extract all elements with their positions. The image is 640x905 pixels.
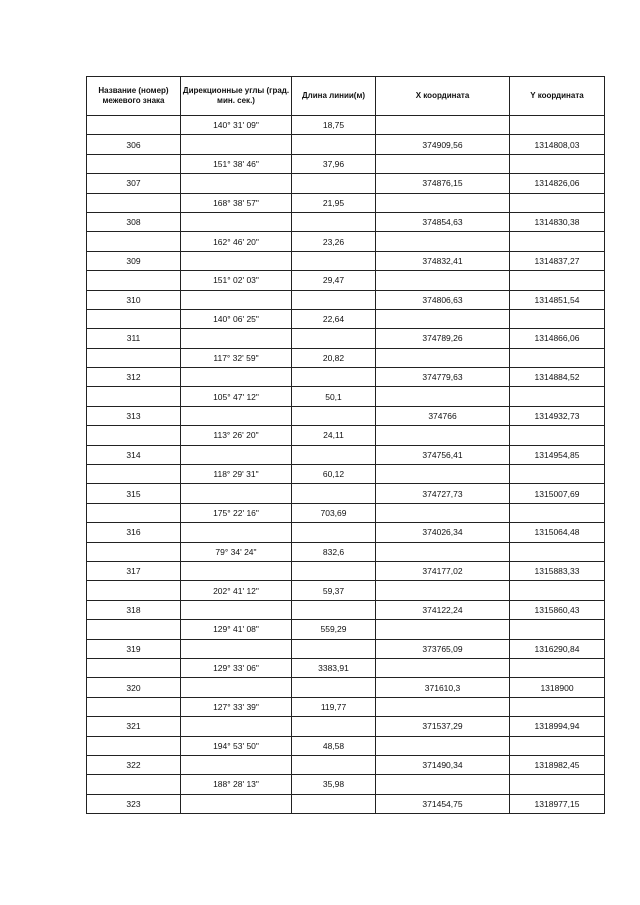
point-number-cell: 312 <box>87 368 181 387</box>
empty-cell <box>87 271 181 290</box>
segment-row <box>87 387 605 406</box>
header-length: Длина линии(м) <box>292 77 376 116</box>
segment-row <box>87 465 605 484</box>
empty-cell <box>181 484 292 503</box>
angle-cell: 129° 33' 06" <box>181 658 292 677</box>
point-row <box>87 600 605 619</box>
angle-cell: 127° 33' 39" <box>181 697 292 716</box>
y-coordinate-cell: 1318994,94 <box>510 717 605 736</box>
point-row <box>87 794 605 813</box>
point-row <box>87 445 605 464</box>
x-coordinate-cell: 374909,56 <box>376 135 510 154</box>
segment-row <box>87 271 605 290</box>
point-row <box>87 561 605 580</box>
header-name: Название (номер) межевого знака <box>87 77 181 116</box>
segment-row <box>87 581 605 600</box>
length-cell: 20,82 <box>292 348 376 367</box>
y-coordinate-cell: 1315860,43 <box>510 600 605 619</box>
point-row <box>87 484 605 503</box>
header-angle: Дирекционные углы (град. мин. сек.) <box>181 77 292 116</box>
angle-cell: 194° 53' 50" <box>181 736 292 755</box>
empty-cell <box>292 794 376 813</box>
empty-cell <box>510 503 605 522</box>
x-coordinate-cell: 373765,09 <box>376 639 510 658</box>
point-number-cell: 320 <box>87 678 181 697</box>
empty-cell <box>292 174 376 193</box>
empty-cell <box>510 658 605 677</box>
empty-cell <box>376 348 510 367</box>
length-cell: 60,12 <box>292 465 376 484</box>
empty-cell <box>292 600 376 619</box>
segment-row <box>87 309 605 328</box>
empty-cell <box>510 232 605 251</box>
empty-cell <box>510 542 605 561</box>
empty-cell <box>510 697 605 716</box>
y-coordinate-cell: 1314808,03 <box>510 135 605 154</box>
point-row <box>87 406 605 425</box>
empty-cell <box>87 697 181 716</box>
x-coordinate-cell: 374789,26 <box>376 329 510 348</box>
empty-cell <box>87 348 181 367</box>
empty-cell <box>292 135 376 154</box>
empty-cell <box>87 775 181 794</box>
angle-cell: 113° 26' 20" <box>181 426 292 445</box>
empty-cell <box>181 368 292 387</box>
point-row <box>87 717 605 736</box>
empty-cell <box>376 736 510 755</box>
segment-row <box>87 232 605 251</box>
point-number-cell: 311 <box>87 329 181 348</box>
length-cell: 24,11 <box>292 426 376 445</box>
segment-row <box>87 348 605 367</box>
x-coordinate-cell: 374806,63 <box>376 290 510 309</box>
y-coordinate-cell: 1318982,45 <box>510 755 605 774</box>
empty-cell <box>87 658 181 677</box>
empty-cell <box>376 387 510 406</box>
empty-cell <box>376 116 510 135</box>
segment-row <box>87 116 605 135</box>
empty-cell <box>87 387 181 406</box>
empty-cell <box>292 445 376 464</box>
point-number-cell: 313 <box>87 406 181 425</box>
point-number-cell: 323 <box>87 794 181 813</box>
length-cell: 559,29 <box>292 620 376 639</box>
empty-cell <box>376 271 510 290</box>
empty-cell <box>510 620 605 639</box>
point-number-cell: 316 <box>87 523 181 542</box>
empty-cell <box>87 116 181 135</box>
angle-cell: 140° 31' 09" <box>181 116 292 135</box>
empty-cell <box>292 406 376 425</box>
empty-cell <box>510 736 605 755</box>
empty-cell <box>292 678 376 697</box>
point-number-cell: 307 <box>87 174 181 193</box>
y-coordinate-cell: 1314826,06 <box>510 174 605 193</box>
empty-cell <box>87 503 181 522</box>
point-number-cell: 321 <box>87 717 181 736</box>
empty-cell <box>181 755 292 774</box>
empty-cell <box>376 232 510 251</box>
angle-cell: 79° 34' 24" <box>181 542 292 561</box>
angle-cell: 175° 22' 16" <box>181 503 292 522</box>
empty-cell <box>87 193 181 212</box>
empty-cell <box>181 445 292 464</box>
point-number-cell: 314 <box>87 445 181 464</box>
angle-cell: 151° 02' 03" <box>181 271 292 290</box>
segment-row <box>87 697 605 716</box>
empty-cell <box>510 775 605 794</box>
angle-cell: 140° 06' 25" <box>181 309 292 328</box>
empty-cell <box>87 154 181 173</box>
x-coordinate-cell: 371454,75 <box>376 794 510 813</box>
angle-cell: 168° 38' 57" <box>181 193 292 212</box>
empty-cell <box>510 193 605 212</box>
y-coordinate-cell: 1314932,73 <box>510 406 605 425</box>
length-cell: 18,75 <box>292 116 376 135</box>
point-row <box>87 174 605 193</box>
point-number-cell: 308 <box>87 212 181 231</box>
empty-cell <box>181 523 292 542</box>
segment-row <box>87 542 605 561</box>
length-cell: 21,95 <box>292 193 376 212</box>
empty-cell <box>292 484 376 503</box>
empty-cell <box>292 717 376 736</box>
empty-cell <box>181 561 292 580</box>
empty-cell <box>87 620 181 639</box>
empty-cell <box>376 542 510 561</box>
angle-cell: 162° 46' 20" <box>181 232 292 251</box>
empty-cell <box>292 561 376 580</box>
empty-cell <box>87 426 181 445</box>
point-row <box>87 639 605 658</box>
segment-row <box>87 154 605 173</box>
angle-cell: 118° 29' 31" <box>181 465 292 484</box>
segment-row <box>87 736 605 755</box>
segment-row <box>87 658 605 677</box>
angle-cell: 202° 41' 12" <box>181 581 292 600</box>
empty-cell <box>510 116 605 135</box>
empty-cell <box>87 736 181 755</box>
x-coordinate-cell: 374779,63 <box>376 368 510 387</box>
y-coordinate-cell: 1314954,85 <box>510 445 605 464</box>
empty-cell <box>376 465 510 484</box>
segment-row <box>87 193 605 212</box>
length-cell: 48,58 <box>292 736 376 755</box>
empty-cell <box>510 348 605 367</box>
x-coordinate-cell: 371610,3 <box>376 678 510 697</box>
empty-cell <box>87 581 181 600</box>
empty-cell <box>292 639 376 658</box>
x-coordinate-cell: 371537,29 <box>376 717 510 736</box>
angle-cell: 129° 41' 08" <box>181 620 292 639</box>
y-coordinate-cell: 1314830,38 <box>510 212 605 231</box>
angle-cell: 117° 32' 59" <box>181 348 292 367</box>
point-number-cell: 319 <box>87 639 181 658</box>
empty-cell <box>292 290 376 309</box>
point-row <box>87 251 605 270</box>
point-row <box>87 523 605 542</box>
empty-cell <box>181 212 292 231</box>
x-coordinate-cell: 374756,41 <box>376 445 510 464</box>
empty-cell <box>181 174 292 193</box>
empty-cell <box>87 465 181 484</box>
point-number-cell: 315 <box>87 484 181 503</box>
y-coordinate-cell: 1314866,06 <box>510 329 605 348</box>
empty-cell <box>510 581 605 600</box>
x-coordinate-cell: 374122,24 <box>376 600 510 619</box>
empty-cell <box>181 717 292 736</box>
length-cell: 119,77 <box>292 697 376 716</box>
empty-cell <box>376 775 510 794</box>
table-body <box>87 116 605 814</box>
empty-cell <box>376 658 510 677</box>
segment-row <box>87 620 605 639</box>
point-number-cell: 322 <box>87 755 181 774</box>
y-coordinate-cell: 1315007,69 <box>510 484 605 503</box>
empty-cell <box>181 639 292 658</box>
angle-cell: 188° 28' 13" <box>181 775 292 794</box>
y-coordinate-cell: 1315883,33 <box>510 561 605 580</box>
empty-cell <box>376 154 510 173</box>
segment-row <box>87 775 605 794</box>
length-cell: 832,6 <box>292 542 376 561</box>
empty-cell <box>510 309 605 328</box>
coordinates-table <box>86 76 605 814</box>
empty-cell <box>376 503 510 522</box>
empty-cell <box>376 581 510 600</box>
empty-cell <box>510 387 605 406</box>
point-row <box>87 368 605 387</box>
y-coordinate-cell: 1314837,27 <box>510 251 605 270</box>
empty-cell <box>376 193 510 212</box>
point-row <box>87 290 605 309</box>
x-coordinate-cell: 374832,41 <box>376 251 510 270</box>
length-cell: 3383,91 <box>292 658 376 677</box>
empty-cell <box>376 620 510 639</box>
header-x: X координата <box>376 77 510 116</box>
x-coordinate-cell: 374727,73 <box>376 484 510 503</box>
point-row <box>87 135 605 154</box>
point-row <box>87 678 605 697</box>
y-coordinate-cell: 1316290,84 <box>510 639 605 658</box>
empty-cell <box>510 465 605 484</box>
empty-cell <box>181 251 292 270</box>
y-coordinate-cell: 1314884,52 <box>510 368 605 387</box>
empty-cell <box>292 755 376 774</box>
point-row <box>87 329 605 348</box>
empty-cell <box>181 794 292 813</box>
point-row <box>87 212 605 231</box>
y-coordinate-cell: 1314851,54 <box>510 290 605 309</box>
empty-cell <box>376 309 510 328</box>
header-y: Y координата <box>510 77 605 116</box>
length-cell: 703,69 <box>292 503 376 522</box>
x-coordinate-cell: 374854,63 <box>376 212 510 231</box>
point-number-cell: 310 <box>87 290 181 309</box>
angle-cell: 151° 38' 46" <box>181 154 292 173</box>
segment-row <box>87 426 605 445</box>
x-coordinate-cell: 374876,15 <box>376 174 510 193</box>
length-cell: 37,96 <box>292 154 376 173</box>
empty-cell <box>510 271 605 290</box>
segment-row <box>87 503 605 522</box>
empty-cell <box>181 329 292 348</box>
point-number-cell: 306 <box>87 135 181 154</box>
empty-cell <box>292 329 376 348</box>
length-cell: 35,98 <box>292 775 376 794</box>
empty-cell <box>87 232 181 251</box>
header-row <box>87 77 605 116</box>
empty-cell <box>181 600 292 619</box>
empty-cell <box>181 135 292 154</box>
empty-cell <box>292 251 376 270</box>
x-coordinate-cell: 374026,34 <box>376 523 510 542</box>
empty-cell <box>510 426 605 445</box>
x-coordinate-cell: 374177,02 <box>376 561 510 580</box>
point-number-cell: 317 <box>87 561 181 580</box>
empty-cell <box>181 290 292 309</box>
angle-cell: 105° 47' 12" <box>181 387 292 406</box>
y-coordinate-cell: 1315064,48 <box>510 523 605 542</box>
length-cell: 50,1 <box>292 387 376 406</box>
length-cell: 23,26 <box>292 232 376 251</box>
point-number-cell: 309 <box>87 251 181 270</box>
y-coordinate-cell: 1318977,15 <box>510 794 605 813</box>
empty-cell <box>510 154 605 173</box>
y-coordinate-cell: 1318900 <box>510 678 605 697</box>
length-cell: 29,47 <box>292 271 376 290</box>
empty-cell <box>376 697 510 716</box>
point-number-cell: 318 <box>87 600 181 619</box>
x-coordinate-cell: 374766 <box>376 406 510 425</box>
empty-cell <box>292 523 376 542</box>
empty-cell <box>87 542 181 561</box>
length-cell: 22,64 <box>292 309 376 328</box>
empty-cell <box>181 678 292 697</box>
empty-cell <box>87 309 181 328</box>
empty-cell <box>376 426 510 445</box>
empty-cell <box>181 406 292 425</box>
x-coordinate-cell: 371490,34 <box>376 755 510 774</box>
empty-cell <box>292 212 376 231</box>
length-cell: 59,37 <box>292 581 376 600</box>
point-row <box>87 755 605 774</box>
empty-cell <box>292 368 376 387</box>
